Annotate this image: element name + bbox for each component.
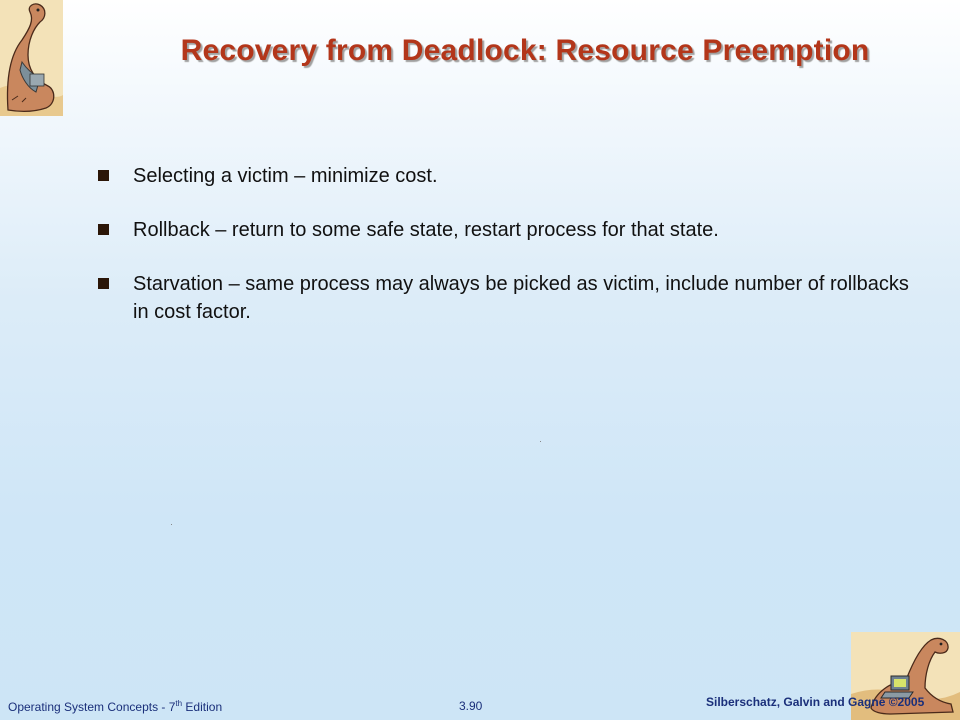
bullet-item (96, 270, 916, 326)
bullet-item (96, 162, 916, 190)
square-bullet-icon (98, 224, 109, 235)
speck (171, 524, 172, 525)
bullet-text: Starvation – same process may always be picked as victim, include number of rollbacks in cost factor. (133, 273, 909, 323)
speck (540, 441, 541, 442)
page-number: 3.90 (459, 699, 483, 713)
bullet-text: Selecting a victim – minimize cost. (133, 165, 438, 187)
footer-book-title: Operating System Concepts - 7th Edition (8, 699, 223, 714)
bullet-item (96, 216, 916, 244)
square-bullet-icon (98, 278, 109, 289)
square-bullet-icon (98, 170, 109, 181)
footer-copyright: Silberschatz, Galvin and Gagne ©2005 (706, 695, 925, 709)
slide-title: Recovery from Deadlock: Resource Preemption (180, 34, 870, 67)
dinosaur-icon (0, 0, 63, 116)
bullet-text: Rollback – return to some safe state, restart process for that state. (133, 219, 719, 241)
bullet-list (96, 162, 916, 352)
